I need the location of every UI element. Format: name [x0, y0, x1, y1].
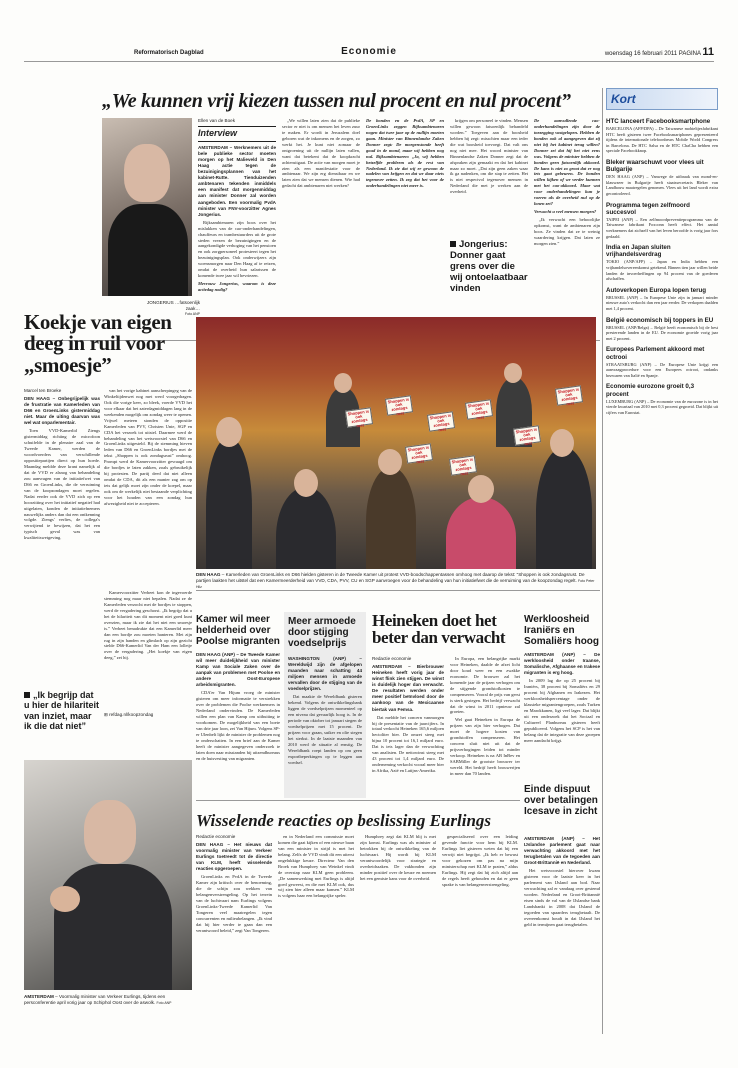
main-headline: „We kunnen vrij kiezen tussen nul procent en nul procent” [102, 90, 571, 112]
koekje-byline: Marcel ten Broeke [24, 388, 62, 393]
heineken-kicker: Redactie economie [372, 656, 412, 661]
link-icon: ⊞ [104, 712, 108, 717]
interview-question-1: Mevrouw Jongerius, waarom is deze actiedag nodig? [198, 281, 276, 292]
face [334, 373, 352, 393]
sidebar-item-title: Programma tegen zelfmoord succesvol [606, 201, 690, 216]
quote-square-icon [24, 692, 30, 698]
interview-pullquote [450, 240, 528, 295]
byline: Ellen van de Boek [198, 118, 236, 123]
iraniers-col [524, 652, 600, 762]
koekje-lead: DEN HAAG – Onbegrijpelijk was de frustratie van Kamerleden van D66 en GroenLinks gistermiddag niet. Maar de uiting daarvan was wel wat onparlementair. [24, 396, 100, 426]
protest-sign: Shoppen is ook zondags rust [465, 399, 493, 419]
heineken-body-2: In Europa, een belangrijke markt voor Heineken, daalde de afzet licht door koud weer en een zwakke economie. De brouwer zal het komende jaar de prijzen verhogen om de stijgende grondstofkosten te compenseren. Vooral de prijs van gerst is sterk gestegen. Het bedrijf verwacht dat de winst in 2011 opnieuw zal groeien. [450, 656, 520, 715]
kamer-lead: DEN HAAG (ANP) – De Tweede Kamer wil meer duidelijkheid van minister Kamp van Sociale Zaken over de aanpak van problemen met Poolse en andere Oost-Europese arbeidsmigranten. [196, 652, 280, 688]
heineken-col-1 [372, 656, 444, 798]
person [366, 467, 416, 569]
interview-answer-5: „Ik verwacht een behoorlijke opkomst, want de ambtenaren zijn boos. Ze vinden dat ze te weinig waardering krijgen. Dat laten ze morgen zien.” [534, 217, 600, 246]
voedsel-col [288, 656, 362, 796]
eurlings-body-4: gespecialiseerd over een leiding gevende functie voor hem bij KLM. Eurlings liet gisteren weten dat hij een verwijt niet begrijpt. „Ik heb er bewust voor gekozen om pas na mijn ministerschap met KLM te praten,” aldus Eurlings. Hij zegt dat hij zich altijd aan de regels heeft gehouden en dat er geen sprake is van belangenverstrengeling. [442, 834, 518, 887]
eurlings-col-3 [360, 834, 436, 1034]
sidebar-item [606, 244, 718, 282]
eurlings-caption-label: AMSTERDAM [24, 994, 54, 999]
ijsland-body: Het wetsvoorstel hierover kwam gisteren voor de laatste keer in het parlement van IJsland aan bod. Naar verwachting zal er vandaag over gestemd worden. Nederland en Groot-Brittannië eisen sinds de val van de IJslandse bank Landsbanki in 2008 dat IJsland de tegoeden van spaarders terugbetaalt. De overeenkomst houdt in dat IJsland het geld in termijnen gaat terugbetalen. [524, 868, 600, 927]
sidebar-item-text: BRUSSEL (ANP/Belga) – België heeft economisch bij de best presterende landen in de EU. De economie groeide vorig jaar met 2 procent. [606, 324, 718, 341]
protest-sign: Shoppen is ook zondags rust [555, 385, 583, 405]
koekje-col-1 [24, 388, 100, 688]
crowd-caption-label: DEN HAAG [196, 572, 221, 577]
interview-question-5: Verwacht u veel mensen morgen? [534, 209, 597, 215]
sidebar-item-text: TOKIO (ANP/AFP) – Japan en India hebben een vrijhandelsovereenkomst getekend. Binnen tien jaar willen beide landen de invoerheffingen op 94 procent van de goederen afschaffen. [606, 259, 718, 282]
person [536, 447, 592, 569]
crowd-credit: Foto Peter Hilz [196, 578, 595, 589]
ijsland-lead: AMSTERDAM (ANP) – Het IJslandse parlement gaat naar verwachting akkoord met het terugbetalen van de tegoeden aan Groot-Brittannië en Nederland. [524, 836, 600, 866]
caption-credit: Foto ANP [185, 311, 200, 316]
person [206, 437, 252, 569]
heineken-body-3: Wel gaat Heineken in Europa de prijzen van zijn bier verhogen. Dat moet de hogere kosten van grondstoffen compenseren. Het concern sluit niet uit dat de prijsverhogingen leiden tot minder verkoop. Heineken is na AB InBev en SABMiller de grootste brouwer ter wereld. Het bedrijf heeft brouwerijen in meer dan 70 landen. [450, 717, 520, 776]
heineken-headline: Heineken doet het beter dan verwacht [372, 611, 506, 648]
eurlings-col-2 [278, 834, 354, 1034]
sidebar-item-title: Europees Parlement akkoord met octrooi [606, 346, 705, 361]
sidebar-item-title: Economie eurozone groeit 0,3 procent [606, 383, 695, 398]
portrait-head [84, 800, 136, 864]
sidebar-item [606, 383, 718, 415]
sidebar-divider [602, 88, 603, 1034]
crowd-caption [196, 572, 598, 590]
koekje-body-3: Kamervoorzitter Verbeet kon de ingevoerde stemming nog maar niet bepalen. Nadat ze de Kamerleden verzocht met de bordjes te stoppen, werd de vergadering geschorst. „Ik begrijp dat u het de hilariteit van dit moment niet goed kunt overzien, maar ik zie dat het niet een smoesje is.” Verbeet benadrukte dat een Kamerlid meer dan een bordje zou moeten hanteren. Met zijn rug in zijn handen en glimlach op zijn gezicht stelde D66-Kamerlid Van der Ham een lolletje over de vergadering. „Het koekje van eigen deeg,” zei hij. [104, 590, 192, 661]
heineken-col-2 [450, 656, 520, 798]
sidebar-item [606, 159, 718, 197]
divider-mid [196, 590, 600, 591]
eurlings-lead: DEN HAAG – Het nieuws dat voormalig minister van Verkeer Eurlings toetreedt tot de directie van KLM, heeft wisselende reacties opgeroepen. [196, 842, 272, 872]
publication-name: Reformatorisch Dagblad [134, 50, 204, 56]
sidebar-item [606, 118, 718, 154]
portrait-body [108, 204, 188, 296]
sidebar-item-text: TAIPEI (ANP) – Een zelfmoordpreventieprogramma van de Taiwanese fabrikant Foxconn heeft effect. Het aantal werknemers dat zichzelf van het leven beroofde is vorig jaar fors gedaald. [606, 216, 718, 239]
koekje-link[interactable] [104, 712, 192, 718]
eurlings-caption [24, 994, 192, 1006]
interview-body-4: krijgen om personeel te vinden. Mensen willen gewoon fatsoenlijk behandeld worden.” Toegeven aan de boosheid hebben hij zegt: misschien maar een ieder die wat boosheid toevoegt. Dat valt ons nog niet mee. Het woord minister van Binnenlandse Zaken Donner zegt dat de afspraken zijn gemaakt en dat het kabinet maar zo moet. „Dat zijn geen zaken waar ik ga nadenken, om die stap te zetten. Het is niet respectvol tegenover mensen in Nederland die met je werken aan de overheid. [450, 118, 528, 195]
sidebar-item [606, 346, 718, 378]
koekje-col-3 [104, 590, 192, 708]
kamer-headline: Kamer wil meer helderheid over Poolse migranten [196, 614, 280, 648]
person [276, 487, 336, 569]
eurlings-col-1 [196, 834, 272, 1034]
parliament-photo [196, 317, 596, 569]
sidebar-item-title: Autoverkopen Europa lopen terug [606, 286, 707, 294]
interview-body-2: „We willen laten zien dat de publieke sector er niet is om mensen het leven zuur te maken. Er wordt in Jeruzalem doel geboren wat de inkomens en de zorgen, zo werkt het. Je kunt niet zomaar de ontgroening uit de nullijn laten vallen, want dat betekent dat de koopkracht achteruitgaat. De actie van morgen moet je zien als een manifestatie voor de ambtenaar. We zijn erg dienstbaar en we laten zien dat we mensen dienen. Wie had gedacht dat ambtenaren niet werken? [282, 118, 360, 189]
sidebar-item-text: BRUSSEL (ANP) – In Europese Unie zijn in januari minder nieuwe auto's verkocht dan een jaar eerder. De verkopen daalden met 1,4 procent. [606, 294, 718, 311]
protest-sign: Shoppen is ook zondags rust [385, 395, 413, 415]
interview-body-5: De aanvullende cao-onderhandelingen zijn door de toezegging vastgelopen. Hebben de bonden ook al aangegeven dat zij niet bij het kabinet terug willen? Donner zei dat hij het niet eens was. Volgens de minister hebben de bonden geen fatsoenlijk akkoord. De kans is niet zo groot dat er nog iets gaat gebeuren. De bonden willen kijken of we verder kunnen met het cao-akkoord. Maar wat voor onderhandelingen kun je voeren als de overheid nul op de lonen zet? [534, 118, 600, 207]
voedsel-headline: Meer armoede door stijging voedselprijs [288, 616, 356, 650]
eurlings-headline: Wisselende reacties op beslissing Eurlings [196, 811, 492, 830]
eurlings-caption-text: – Voormalig minister van Verkeer Eurlings, tijdens een persconferentie april vorig jaar op Schiphol Oost over de aswolk. [24, 994, 166, 1005]
divider-eurlings [196, 800, 520, 801]
interview-body-1: Rijksambtenaren zijn boos over het mislukken van de cao-onderhandelingen, chauffeurs en trambestuurders uit de grote steden vrezen de bezuinigingen en de aangekondigde verhoging van het pensioen en ook zorgpersoneel protesteert tegen het bezuinigingsplan. Ook onderwijzers zijn woensmorgen naar Den Haag af te reizen, omdat de overheid hun salarissen de komende twee jaar wil bevriezen. [198, 219, 276, 279]
interview-col-1 [198, 118, 276, 338]
protest-sign: Shoppen is ook zondags rust [405, 443, 433, 463]
iraniers-headline: Werkloosheid Iraniërs en Somaliërs hoog [524, 614, 600, 648]
koekje-body-1: Toen VVD-Kamerlid Ziengs gistermiddag richting de microfoon schuifelde in de plenaire zaal van de Tweede Kamer, werden de woordvoerders van verschillende oppositiepartijen direct op hun hoede. Maandag meldde deze krant namelijk al dat de VVD er alsnog van behandeling zou aanvragen van de initiatiefwet van D66 en GroenLinks, die de verruiming van de koopzondagen moet regelen. Nadat eerder ook de VVD zich op een hoorzitting over het initiatief negatief had uitgelaten, konden de initiatiefnemers nauwelijks anders dan dat een ontkenning volgde. Ziengs' verlies, de collega's verwijtend te bewijzen, dat het een typisch geval was van kwaliteitswetgeving. [24, 428, 100, 541]
koekje-pullquote-text: „Ik begrijp dat u hier de hilariteit van inziet, maar ik die dat niet” [24, 690, 100, 732]
sidebar-item-text: DEN HAAG (ANP) – Vanwege de uitbraak van mond-en-klauwzeer in Bulgarije heeft staatssecretaris Bleker van Landbouw maatregelen genomen. Vlees uit het land wordt extra gecontroleerd. [606, 174, 718, 196]
kamer-body: CDA'er Van Hijum vroeg de minister gisteren om meer informatie te verstrekken over de problemen die Poolse werknemers in Nederland ondervinden. De Kamerleden willen een plan van Kamp om uitbuiting te voorkomen. De mogelijkheid van een boete van drie jaar loon, zei Van Hijum. Volgens SP-er Ulenbelt lijkt de minister de problemen nog te onderschatten. In een brief aan de Kamer heeft de minister aangegeven onderzoek te laten doen naar misstanden bij uitzendbureaus en de huisvesting van migranten. [196, 690, 280, 761]
sidebar-item [606, 317, 718, 342]
koekje-headline: Koekje van eigen deeg in ruil voor „smoesje” [24, 310, 172, 377]
eurlings-photo [24, 760, 192, 990]
kort-logo [606, 88, 718, 110]
face [468, 475, 494, 503]
eurlings-credit: Foto ANP [156, 1000, 172, 1005]
iraniers-body: In 2009 lag die op 25 procent bij Iraniërs, 38 procent bij Somaliërs en 29 procent bij Afghanen en Irakezen. Het werkloosheidspercentage onder de klassieke migrantengroepen, zoals Turken en Marokkanen, ligt veel lager. Dat blijkt uit een onderzoek dat het Sociaal en Cultureel Planbureau gisteren heeft gepubliceerd. Volgens het SCP is het van belang dat de integratie van deze groepen meer aandacht krijgt. [524, 678, 600, 743]
interview-lead: AMSTERDAM – Werknemers uit de bele publieke sector moeten morgen op het Malieveld in Den Haag actie tegen de bezuinigingsplannen van het kabinet-Rutte. Tienduizenden ambtenaren tekenden inmiddels een manifest dat morgenmiddag aan minister Donner zal worden aangeboden. Een voormalig PvdA minister van FNV-voorzitter Agnes Jongerius. [198, 144, 276, 217]
protest-sign: Shoppen is ook zondags rust [427, 411, 455, 431]
protest-sign: Shoppen is ook zondags rust [345, 407, 373, 427]
koekje-body-2: van het vorige kabinet aanscherpingeg van de Winkeltijdenwet nog met werd voorgedragen. Ook die vorige keer, zo bleek, voerde VVD het voor elkaar dat het zaterdagmiddagen lang in de weekenden mogelijk om zondag weer te openen. Vrijwel meteen stonden de oppositie Kamerleden van PVV, Christen Unie, SGP en CDA het verzoek tot uitstel. Daarmee werd de behandeling van het wetsvoorstel van D66 en GroenLinks uitgesteld. Bij de stemming hieven leden van D66 en GroenLinks bordjes met de tekst „Shoppen is ook zondagsrust” omhoog. Prompt werd de Kamervoorzitter gevraagd om die bordjes te laten zakken, zoals gebruikelijk bij protesten. De partij deed dat niet alleen omdat de CDA, dit als een manier zag om op iets dat gelijk moet zijn onder de koepel, maar ook om de werkelijk niet bestaande verplichting voor het houden van een zondag hun afwezigheid niet te accepteren. [104, 388, 192, 506]
jongerius-photo [102, 118, 192, 296]
sidebar-item-title: Bleker waarschuwt voor vlees uit Bulgarije [606, 159, 704, 174]
sidebar-item-title: India en Japan sluiten vrijhandelsverdrag [606, 244, 671, 259]
interview-col-5 [534, 118, 600, 333]
caption-text: JONGERIUS …fatsoenlijk zaak… [146, 300, 200, 311]
eurlings-kicker: Redactie economie [196, 834, 236, 839]
sidebar-item-title: HTC lanceert Facebooksmartphone [606, 118, 711, 125]
interview-body-3: De bonden en de PvdA, SP en GroenLinks zeggen Rijksambtenaren nogen dat twee jaar op de nullijn moeten gaan. Minister van Binnenlandse Zaken Donner zegt: De morgenstonde heeft goud in de mond, maar wij hebben nog nul. Rijksambtenaren: „Ja, wij hebben hetzelfde probleem als de rest van Nederland. Ik zie dat wij er gewoon de nadelen van krijgen en dat we daar niets tegenover zetten. Ik zeg dat het voor de onderhandelingen niet meer is. [366, 118, 444, 189]
portrait-head [124, 144, 170, 202]
koekje-link-text[interactable]: refdag.nl/koopzondag [109, 712, 154, 717]
protest-sign: Shoppen is ook zondags rust [513, 425, 541, 445]
sidebar-item [606, 202, 718, 240]
protest-sign: Shoppen is ook zondags rust [449, 455, 477, 475]
ijsland-col [524, 836, 600, 1034]
page-header [24, 40, 714, 62]
person [446, 497, 516, 569]
eurlings-body-3: Humphrey zegt dat KLM blij is met zijn komst. Eurlings was als minister al betrokken bij de ontwikkeling van de luchtvaart. Hij wordt bij KLM verantwoordelijk voor strategie en overheidszaken. De vakbonden zijn minder positief over de keuze en noemen het een gemiste kans voor de overheid. [360, 834, 436, 881]
interview-label: Interview [198, 126, 276, 142]
date-text: woensdag 16 februari 2011 PAGINA [604, 51, 701, 57]
page-date [605, 46, 714, 58]
pullquote-text: Jongerius: Donner gaat grens over die wij ontoelaatbaar vinden [450, 239, 528, 294]
heineken-body-1: Dat meldde het concern vanmorgen bij de presentatie van de jaarcijfers. In totaal verkocht Heineken 165,6 miljoen hectoliter bier. De omzet steeg met bijna 10 procent tot 16,1 miljard euro. Dat is iets lager dan de verwachting van analisten. De nettowinst steeg met 43 procent tot 1,4 miljard euro. De onderneming verkocht vooral meer bier in Afrika, Azië en Latijns-Amerika. [372, 714, 444, 773]
eurlings-body-1: GroenLinks en PvdA in de Tweede Kamer zijn kritisch over de benoeming, die de schijn zou wekken van belangenverstrengeling. Op het terrein van de luchtvaart nam Eurlings volgens GroenLinks-Tweede Kamerlid Van Tongeren veel maatregelen tegen concurrenten en milieubelangen. „Ik vind dat hij hier verder te gaan dan een verantwoord beleid,” zegt Van Tongeren. [196, 874, 272, 933]
sidebar-item [606, 287, 718, 312]
eurlings-body-2: en in Nederland een commissie moet komen die gaat kijken of een nieuwe baan van een minister in strijd is met het belang. Zelfs de VVD vindt dit een uiterst ongelukkige keuze. Directeur Van den Broek van Humphrey van Weinkel vindt de overstap naar KLM geen probleem. „De samenwerking met Eurlings is altijd goed geweest, en die met KLM ook, dus wij zien hier alleen maar kansen.” KLM is volgens haar een belangrijke speler. [278, 834, 354, 899]
interview-col-4 [450, 118, 528, 236]
kort-logo-text: Kort [611, 92, 636, 106]
interview-col-2 [282, 118, 360, 333]
sidebar-item-title: België economisch bij toppers in EU [606, 316, 714, 324]
voedsel-body: Dat maakte de Wereldbank gisteren bekend. Volgens de ontwikkelingsbank liggen de voedselprijzen momenteel op een niveau dat gevaarlijk hoog is. In de periode van oktober tot januari stegen de voedselprijzen met 15 procent. De prijzen voor graan, suiker en olie stegen het sterkst. In de laatste maanden van 2010 werd de situatie al ernstig. De Wereldbank roept landen op om geen exportbeperkingen op te leggen aan voedsel. [288, 694, 362, 765]
face [504, 363, 522, 383]
interview-col-3 [366, 118, 444, 333]
sidebar-news [606, 118, 718, 420]
face [216, 417, 242, 447]
ijsland-headline: Einde dispuut over betalingen Icesave in zicht [524, 784, 598, 818]
heineken-lead: AMSTERDAM – Bierbrouwer Heineken heeft vorig jaar de winst flink zien stijgen. De winst is duidelijk hoger dan verwacht. De resultaten werden onder meer positief beïnvloed door de aankoop van de Mexicaanse biertak van Femsa. [372, 664, 444, 712]
koekje-pullquote [24, 690, 100, 731]
quote-square-icon [450, 241, 456, 247]
kamer-col [196, 652, 280, 800]
voedsel-lead: WASHINGTON (ANP) – Wereldwijd zijn de afgelopen maanden naar schatting 44 miljoen mensen in armoede vervallen door de stijging van de voedselprijzen. [288, 656, 362, 692]
face [550, 429, 574, 457]
face [294, 469, 318, 497]
sidebar-item-text: BARCELONA (AFP/DPA) – De Taiwanese mobieltjesfabrikant HTC heeft gisteren twee Facebooksmartphones gepresenteerd tijdens de internationale telefoonbeurs Mobile World Congress in Barcelona. De HTC Salsa en de HTC ChaCha hebben een speciale Facebookknop. [606, 126, 718, 154]
iraniers-lead: AMSTERDAM (ANP) – De werkloosheid onder Iraanse, Somalische, Afghaanse en Irakese migranten is erg hoog. [524, 652, 600, 676]
sidebar-item-text: STRAATSBURG (ANP) – De Europese Unie krijgt een aanvraagprocedure voor een Europees octrooi, ondanks bezwaren van Italië en Spanje. [606, 361, 718, 378]
page-number: 11 [702, 46, 714, 58]
eurlings-col-4 [442, 834, 518, 1034]
section-title: Economie [341, 46, 397, 57]
crowd-caption-text: – Kamerleden van GroenLinks en D66 hielden gisteren in de Tweede Kamer uit protest VVD-boodschappentassen omhoog met daarop de tekst: “Shoppen is ook zondagsrust. De partijen laakten het uitstel dat een Kamermeerderheid van VVD, CDA, PVV, CU en SGP aanvroegen voor de behandeling van hun initiatiefwet die de verruiming van de koopzondag regelt. [196, 572, 585, 583]
sidebar-item-text: LUXEMBURG (ANP) – De economie van de eurozone is in het vierde kwartaal van 2010 met 0,3 procent gegroeid. Dat blijkt uit cijfers van Eurostat. [606, 398, 718, 415]
portrait-body [54, 864, 172, 990]
face [378, 449, 402, 475]
hand [50, 886, 80, 912]
